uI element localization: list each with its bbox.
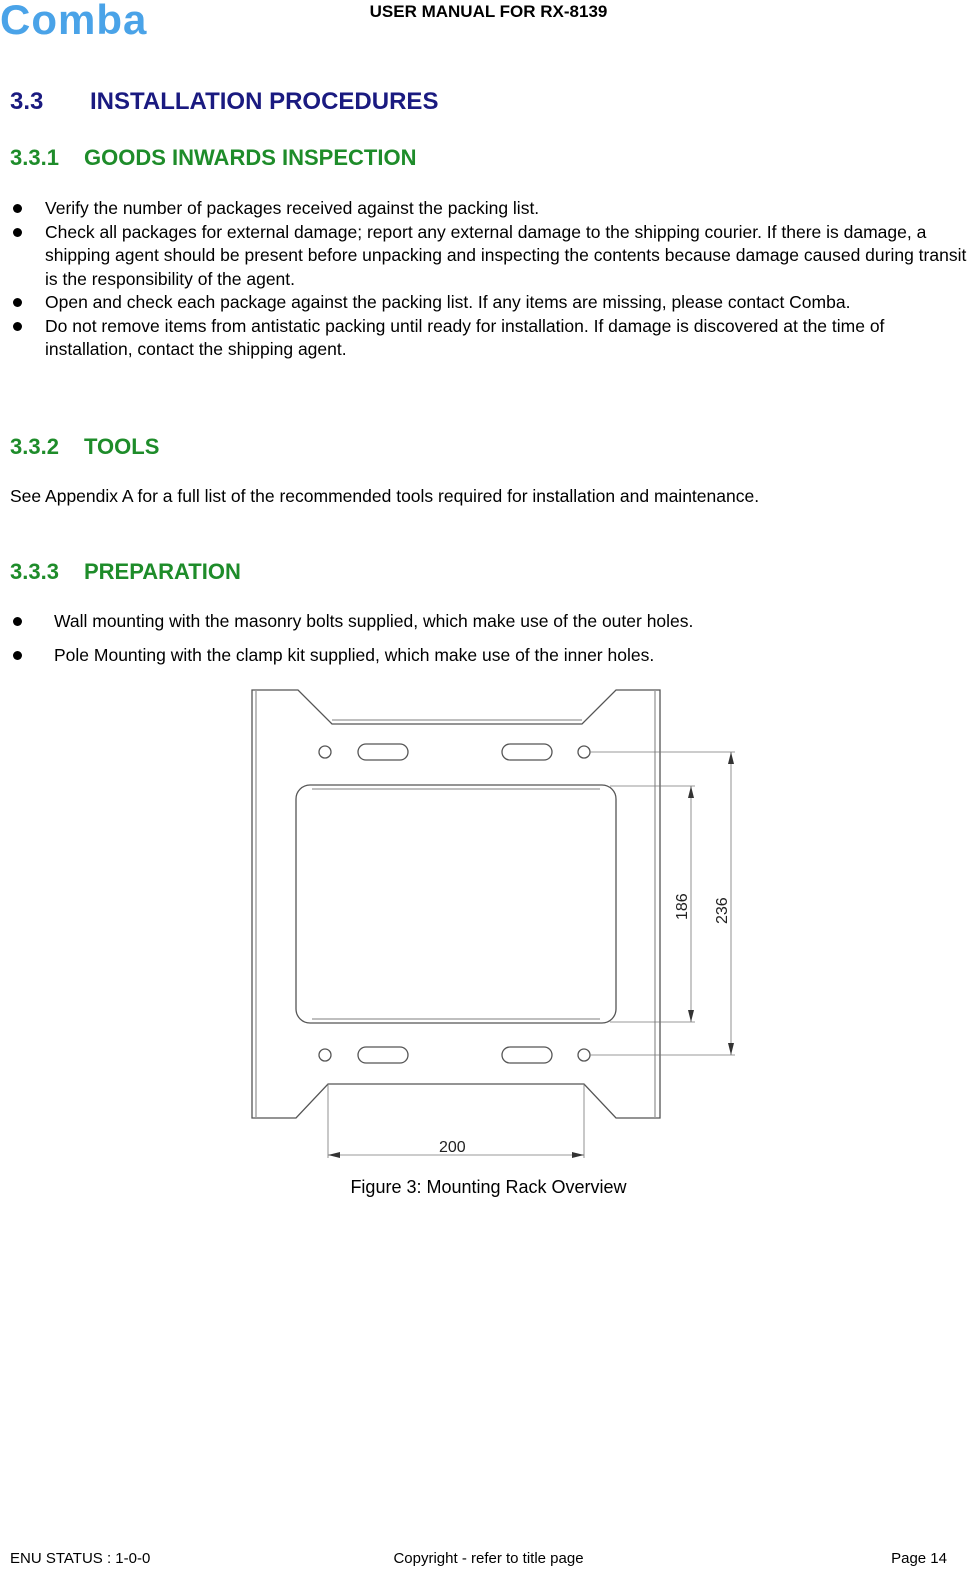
- bullet-icon: [13, 228, 22, 237]
- section-heading-3-3-1: [10, 145, 416, 171]
- inner-slot: [358, 1047, 408, 1063]
- list-item: Do not remove items from antistatic packing until ready for installation. If damage is discovered at the time of installation, contact the shipping agent.: [10, 315, 968, 362]
- outer-hole: [578, 1049, 590, 1061]
- bullet-icon: [13, 651, 22, 660]
- bullet-icon: [13, 617, 22, 626]
- central-cutout: [296, 785, 616, 1023]
- bullet-icon: [13, 298, 22, 307]
- footer-copyright: Copyright - refer to title page: [393, 1550, 584, 1567]
- dimension-label-236: 236: [714, 897, 731, 924]
- section-heading-3-3: [10, 88, 438, 116]
- section-number: 3.3.1: [10, 145, 59, 170]
- list-item: Verify the number of packages received against the packing list.: [10, 197, 968, 221]
- footer-status: ENU STATUS : 1-0-0: [10, 1550, 151, 1567]
- section-title: INSTALLATION PROCEDURES: [90, 88, 439, 115]
- section-title: TOOLS: [84, 434, 160, 459]
- inner-slot: [502, 744, 552, 760]
- inner-slot: [358, 744, 408, 760]
- inspection-bullet-list: [10, 197, 968, 362]
- list-item: Check all packages for external damage; report any external damage to the shipping courier. If there is damage, a shipping agent should be present before unpacking and inspecting the contents because damage caused during transit is the responsibility of the agent.: [10, 221, 968, 292]
- bullet-icon: [13, 322, 22, 331]
- mounting-rack-drawing: [0, 680, 977, 1170]
- list-item: Wall mounting with the masonry bolts supplied, which make use of the outer holes.: [10, 610, 960, 634]
- section-number: 3.3.2: [10, 434, 59, 459]
- section-title: GOODS INWARDS INSPECTION: [84, 145, 417, 170]
- outer-hole: [319, 746, 331, 758]
- footer-page-number: Page 14: [891, 1550, 947, 1567]
- section-heading-3-3-3: [10, 559, 241, 585]
- bullet-icon: [13, 204, 22, 213]
- inner-slot: [502, 1047, 552, 1063]
- outer-hole: [319, 1049, 331, 1061]
- page-header-title: USER MANUAL FOR RX-8139: [369, 2, 608, 21]
- section-title: PREPARATION: [84, 559, 241, 584]
- tools-paragraph: See Appendix A for a full list of the recommended tools required for installation and maintenance.: [10, 486, 760, 506]
- dimension-label-200: 200: [439, 1139, 466, 1156]
- list-item: Pole Mounting with the clamp kit supplied, which make use of the inner holes.: [10, 644, 960, 668]
- dimension-label-186: 186: [674, 893, 691, 920]
- section-heading-3-3-2: [10, 434, 159, 460]
- section-number: 3.3: [10, 88, 44, 115]
- figure-caption: Figure 3: Mounting Rack Overview: [350, 1177, 627, 1197]
- outer-hole: [578, 746, 590, 758]
- preparation-bullet-list: [10, 610, 960, 677]
- section-number: 3.3.3: [10, 559, 59, 584]
- rack-outline: [252, 690, 660, 1118]
- svg-text:Comba: Comba: [0, 0, 148, 40]
- list-item: Open and check each package against the packing list. If any items are missing, please contact Comba.: [10, 291, 968, 315]
